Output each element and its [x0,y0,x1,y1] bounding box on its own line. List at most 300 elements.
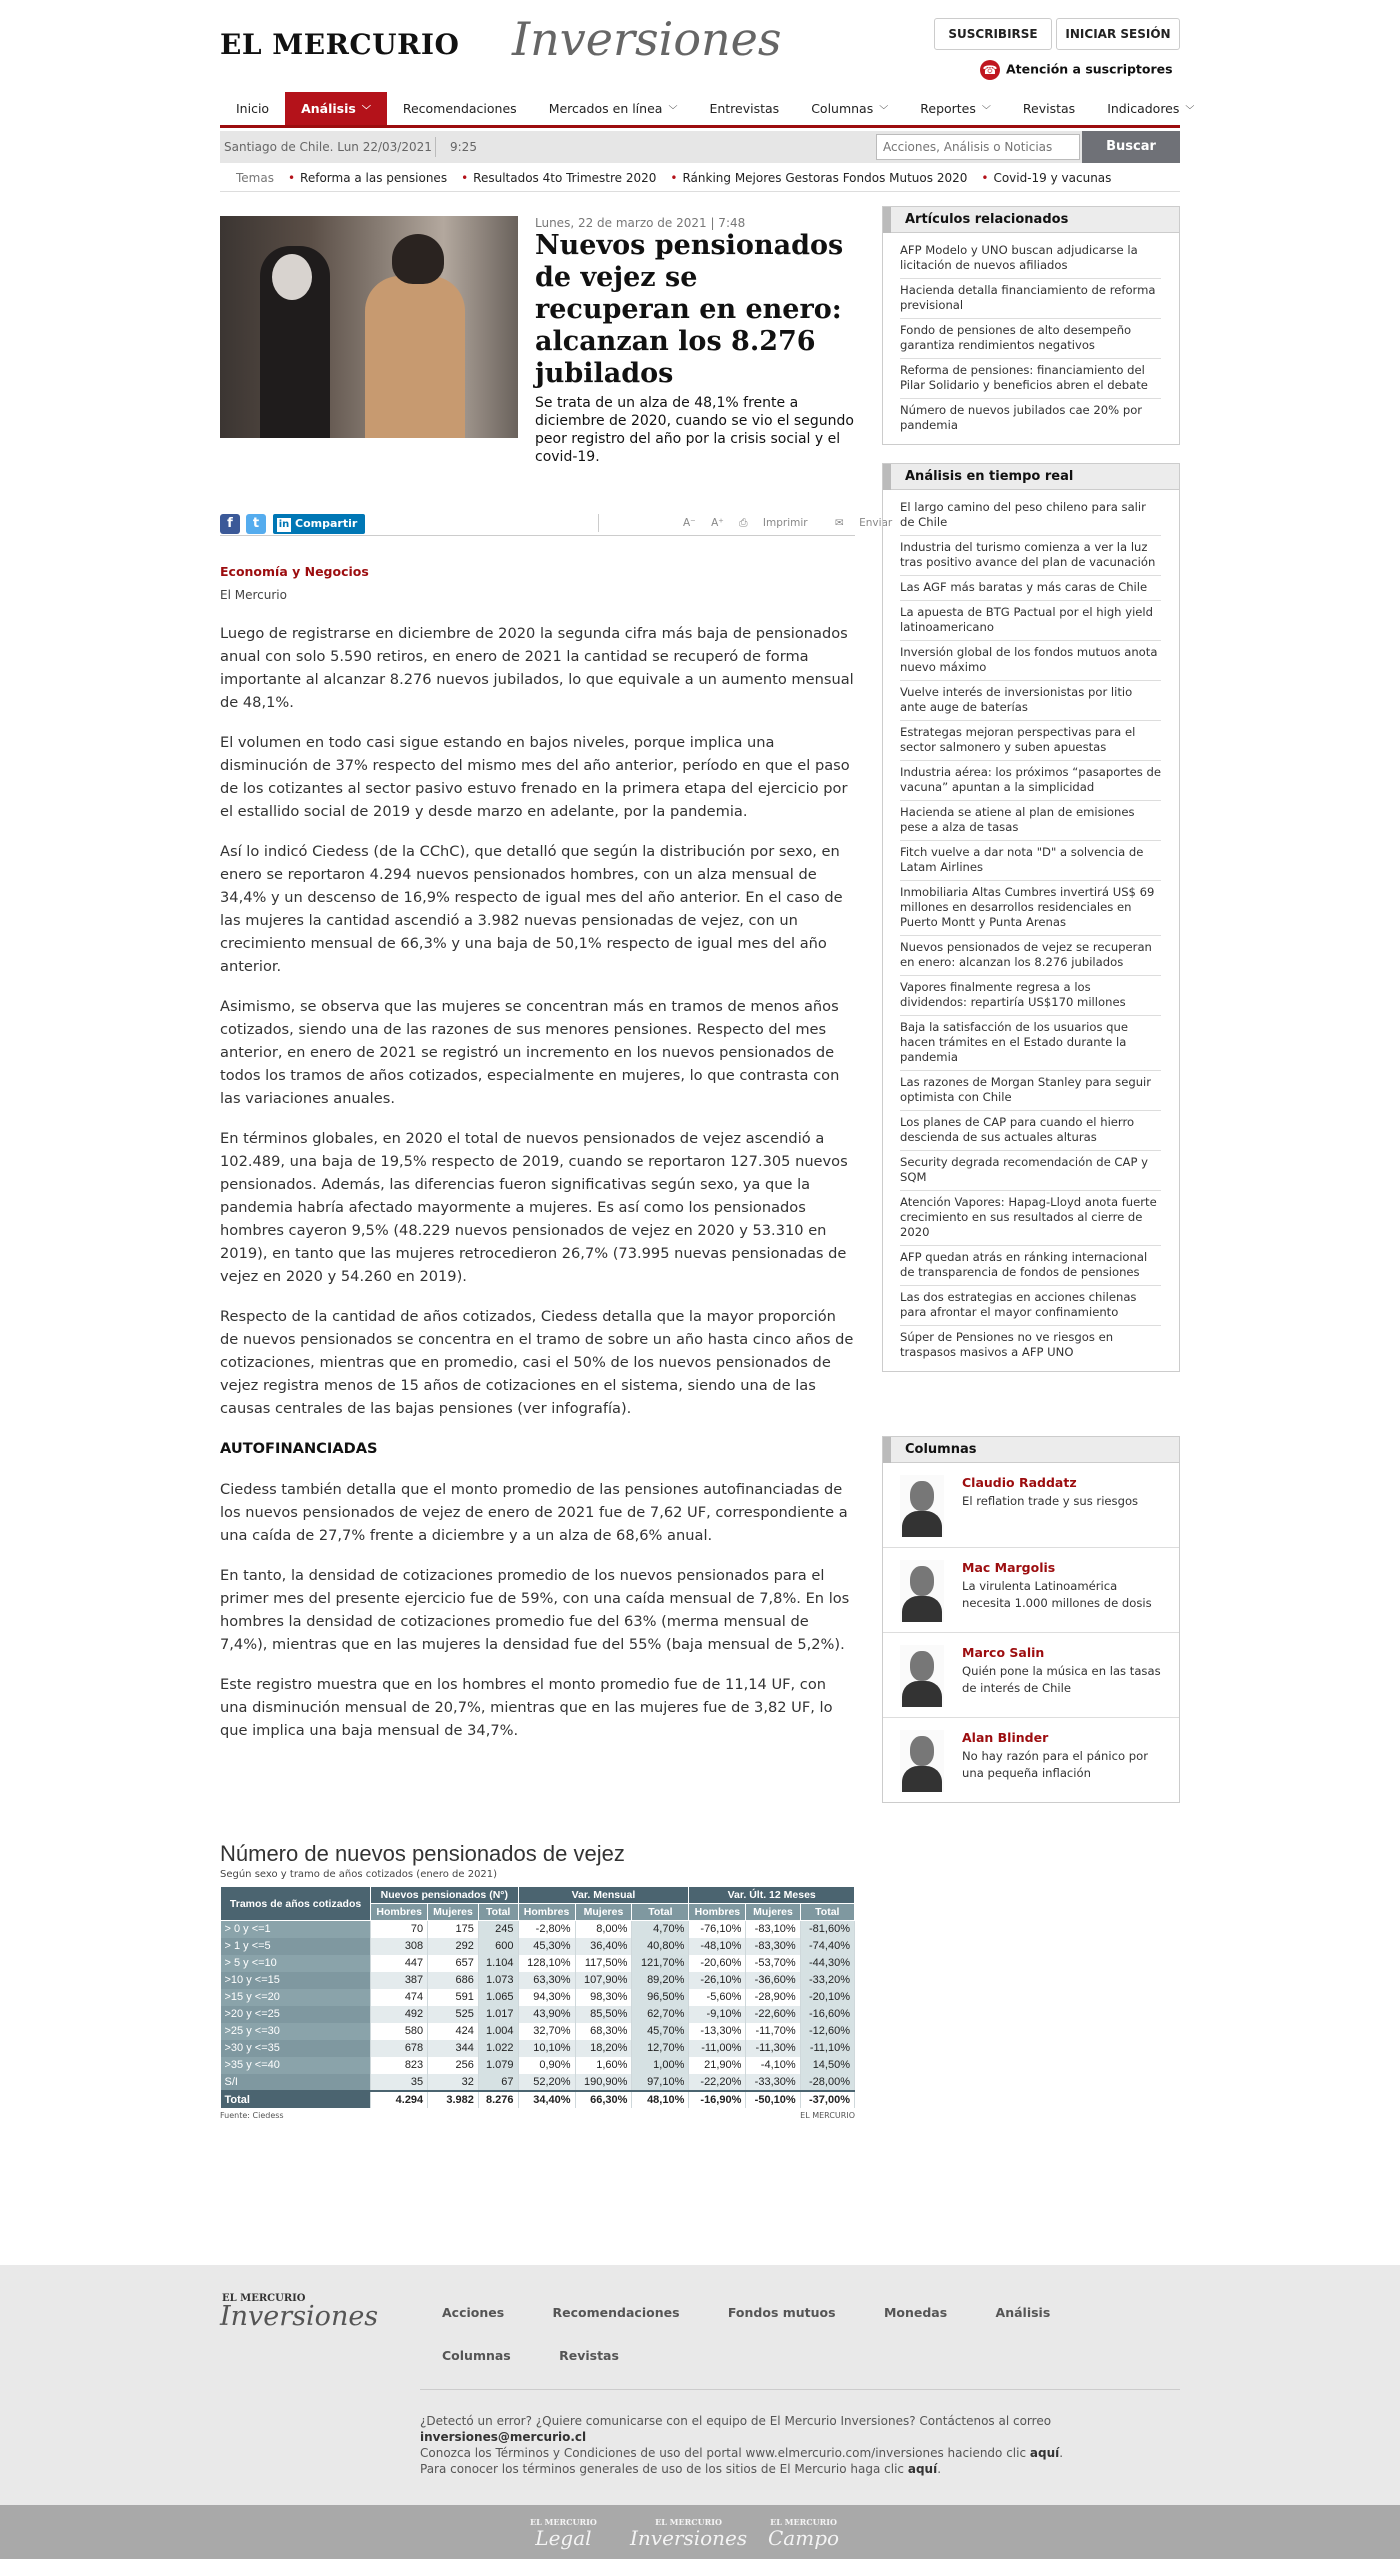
column-headline[interactable]: El reflation trade y sus riesgos [962,1494,1139,1508]
table-cell: 43,90% [518,2006,575,2023]
columns-box [882,1436,1180,1803]
table-cell: 10,10% [518,2040,575,2057]
realtime-analysis-box [882,463,1180,1372]
article-paragraph: El volumen en todo casi sigue estando en bajos niveles, porque implica una disminución de 37% respecto del mismo mes del año anterior, período en que el paso de los cotizantes al sector pasivo estuvo frenado en la primera etapa del ejercicio por el estallido social de 2019 y desde marzo en adelante, por la pandemia. [220,734,850,820]
realtime-analysis-list [883,490,1179,1371]
footer-email-link[interactable]: inversiones@mercurio.cl [420,2430,587,2444]
footer-link[interactable]: Recomendaciones [552,2305,680,2320]
table-row [221,1955,855,1972]
sidebar-article-link[interactable]: Fitch vuelve a dar nota "D" a solvencia de Latam Airlines [900,841,1161,881]
terms-link[interactable]: aquí [1029,2446,1060,2460]
table-cell: -12,60% [800,2023,854,2040]
brand-name: Campo [768,2526,840,2550]
footer-note: Conozca los Términos y Condiciones de uso del portal www.elmercurio.com/inversiones haciendo clic [420,2446,1027,2460]
nav-label: Mercados en línea [548,101,663,116]
send-label: Enviar [859,517,893,529]
columns-list [883,1463,1179,1802]
brand-legal-link[interactable] [530,2517,597,2549]
table-cell: Total [221,2091,371,2108]
table-cell: -2,80% [518,1921,575,1938]
photo-person-head [272,254,312,300]
table-cell: -20,10% [800,1989,854,2006]
table-cell: -20,60% [689,1955,746,1972]
footer-link[interactable]: Acciones [442,2305,505,2320]
table-row [221,2091,855,2108]
infographic-footer [220,2111,855,2120]
nav-label: Recomendaciones [402,101,517,116]
sidebar-article-link[interactable]: Estrategas mejoran perspectivas para el sector salmonero y suben apuestas [900,721,1161,761]
table-row [221,2074,855,2091]
sidebar-article-link[interactable]: Fondo de pensiones de alto desempeño garantiza rendimientos negativos [900,319,1161,359]
table-subheader: Hombres [518,1904,575,1921]
table-cell: -33,20% [800,1972,854,1989]
article-paragraph: Luego de registrarse en diciembre de 2020 la segunda cifra más baja de pensionados anual con solo 5.590 retiros, en enero de 2021 la cantidad se recuperó de forma importante al alcanzar 8.276 nuevos jubilados, lo que equivale a un aumento mensual de 48,1%. [220,625,854,711]
table-subheader: Total [632,1904,689,1921]
table-cell: 97,10% [632,2074,689,2091]
table-cell: 32 [428,2074,479,2091]
nav-item-entrevistas[interactable] [693,92,795,125]
columnist-name[interactable]: Marco Salin [962,1645,1045,1660]
table-cell: -28,00% [800,2074,854,2091]
table-cell: 14,50% [800,2057,854,2074]
table-cell: -4,10% [746,2057,800,2074]
photo-person [365,276,465,438]
table-cell: 4.294 [371,2091,428,2108]
nav-label: Indicadores [1107,101,1180,116]
nav-item-recomendaciones[interactable] [387,92,533,125]
twitter-share-icon[interactable]: t [246,514,266,534]
table-cell: 48,10% [632,2091,689,2108]
nav-item-indicadores[interactable] [1091,92,1210,125]
table-row [221,1989,855,2006]
brand-name: Legal [535,2526,592,2550]
article-paragraph: Este registro muestra que en los hombres el monto promedio fue de 11,14 UF, con una disminución mensual de 20,7%, mientras que en las mujeres fue de 3,82 UF, lo que implica una baja mensual de 34,7%. [220,1676,833,1739]
sidebar-article-link[interactable]: Hacienda detalla financiamiento de reforma previsional [900,279,1161,319]
table-cell: -74,40% [800,1938,854,1955]
columnist-name[interactable]: Claudio Raddatz [962,1475,1077,1490]
table-cell: >25 y <=30 [221,2023,371,2040]
table-cell: 1.065 [478,1989,518,2006]
table-cell: 1.017 [478,2006,518,2023]
table-cell: 1,60% [575,2057,632,2074]
sidebar-article-link[interactable]: Security degrada recomendación de CAP y SQM [900,1151,1161,1191]
column-headline[interactable]: La virulenta Latinoamérica necesita 1.000 millones de dosis [962,1579,1152,1610]
sidebar-article-link[interactable]: Industria del turismo comienza a ver la luz tras positivo avance del plan de vacunación [900,536,1161,576]
column-headline[interactable]: Quién pone la música en las tasas de interés de Chile [962,1664,1161,1695]
footer-logo-small: EL MERCURIO [222,2293,306,2304]
location-date: Santiago de Chile. Lun 22/03/2021 [224,140,432,154]
table-row [221,2057,855,2074]
column-item[interactable] [883,1463,1179,1548]
table-cell: 492 [371,2006,428,2023]
chevron-down-icon: ﹀ [981,106,991,116]
table-row [221,2023,855,2040]
article-body [220,622,855,1759]
article-photo [220,216,518,438]
el-mercurio-logo[interactable]: EL MERCURIO [220,28,460,61]
table-cell: 68,30% [575,2023,632,2040]
article-paragraph: En términos globales, en 2020 el total de nuevos pensionados de vejez ascendió a 102.489, una baja de 19,5% respecto de 2019, cuando se reportaron 127.305 nuevos pensionados. Además, las diferencias fueron significativas según sexo, ya que la pandemia habría afectado mayormente a mujeres. Es así como los pensionados hombres cayeron 9,5% (48.229 nuevos pensionados de vejez en 2020 y 53.310 en 2019), en tanto que las mujeres retrocedieron 26,7% (73.995 nuevas pensionadas de vejez en 2020 y 54.260 en 2019). [220,1130,848,1285]
current-time: 9:25 [450,140,477,154]
table-header: Var. Mensual [518,1887,689,1904]
table-cell: 128,10% [518,1955,575,1972]
article-subhead: AUTOFINANCIADAS [220,1440,378,1457]
table-cell: -11,70% [746,2023,800,2040]
table-cell: > 1 y <=5 [221,1938,371,1955]
columns-title: Columnas [883,1437,1179,1463]
infographic-source: Fuente: Ciedess [220,2110,284,2120]
facebook-share-icon[interactable]: f [220,514,240,534]
sidebar-article-link[interactable]: Vapores finalmente regresa a los dividendos: repartiría US$170 millones [900,976,1161,1016]
table-cell: 387 [371,1972,428,1989]
brand-small: EL MERCURIO [530,2517,597,2527]
table-cell: -9,10% [689,2006,746,2023]
table-cell: 600 [478,1938,518,1955]
table-cell: -50,10% [746,2091,800,2108]
column-item[interactable] [883,1633,1179,1718]
table-cell: -16,60% [800,2006,854,2023]
site-header [220,0,1180,90]
subscriber-support-label: Atención a suscriptores [1006,61,1173,77]
nav-label: Reportes [920,101,976,116]
table-cell: 678 [371,2040,428,2057]
brand-campo-link[interactable] [768,2517,839,2549]
site-footer [0,2265,1400,2550]
font-increase-button[interactable]: A⁺ [711,517,724,529]
columnist-name[interactable]: Alan Blinder [962,1730,1049,1745]
subscribe-button[interactable]: SUSCRIBIRSE [934,18,1052,50]
article-paragraph: Ciedess también detalla que el monto promedio de las pensiones autofinanciadas de los nuevos pensionados de vejez de enero de 2021 fue de 7,62 UF, correspondiente a una caída de 27,7% frente a diciembre y a un alza de 68,6% anual. [220,1481,848,1544]
print-button[interactable] [739,517,819,529]
divider [598,514,599,532]
phone-icon: ☎ [980,60,1000,80]
column-headline[interactable]: No hay razón para el pánico por una pequeña inflación [962,1749,1148,1780]
columnist-avatar [900,1560,944,1622]
table-cell: 107,90% [575,1972,632,1989]
sidebar-article-link[interactable]: Inmobiliaria Altas Cumbres invertirá US$ 69 millones en desarrollos residenciales en Puerto Montt y Punta Arenas [900,881,1161,936]
table-cell: -11,00% [689,2040,746,2057]
printer-icon: ⎙ [739,517,751,529]
article-paragraph: Así lo indicó Ciedess (de la CChC), que detalló que según la distribución por sexo, en enero se reportaron 4.294 nuevos pensionados hombres, con un alza mensual de 34,4% y un descenso de 16,9% respecto de igual mes del año anterior. En el caso de las mujeres la cantidad ascendió a 3.982 nuevas pensionadas de vejez, con un crecimiento mensual de 66,3% y una baja de 50,1% respecto de igual mes del año anterior. [220,843,843,975]
topic-link[interactable]: • Ránking Mejores Gestoras Fondos Mutuos 2020 [670,171,967,185]
table-cell: 256 [428,2057,479,2074]
table-cell: 89,20% [632,1972,689,1989]
table-subheader: Mujeres [428,1904,479,1921]
infographic [220,1841,855,2171]
table-cell: 32,70% [518,2023,575,2040]
table-cell: 1.022 [478,2040,518,2057]
login-button[interactable]: INICIAR SESIÓN [1056,18,1180,50]
table-cell: > 0 y <=1 [221,1921,371,1938]
table-cell: -5,60% [689,1989,746,2006]
related-articles-box [882,206,1180,445]
table-cell: 245 [478,1921,518,1938]
table-cell: 4,70% [632,1921,689,1938]
nav-label: Revistas [1022,101,1076,116]
inversiones-logo[interactable]: Inversiones [512,12,782,66]
topics-label: Temas [236,170,274,185]
table-cell: 121,70% [632,1955,689,1972]
chevron-down-icon: ﹀ [1185,106,1195,116]
table-cell: 424 [428,2023,479,2040]
footer-note: ¿Detectó un error? ¿Quiere comunicarse con el equipo de El Mercurio Inversiones? Contáctenos al correo [420,2414,1052,2428]
sidebar-article-link[interactable]: Hacienda se atiene al plan de emisiones pese a alza de tasas [900,801,1161,841]
table-cell: -44,30% [800,1955,854,1972]
table-cell: 1.079 [478,2057,518,2074]
sidebar-article-link[interactable]: Los planes de CAP para cuando el hierro descienda de sus actuales alturas [900,1111,1161,1151]
general-terms-link[interactable]: aquí [907,2462,938,2476]
divider [420,2389,1180,2390]
footer-link[interactable]: Monedas [883,2305,948,2320]
table-cell: >30 y <=35 [221,2040,371,2057]
topic-link[interactable]: • Covid-19 y vacunas [981,171,1111,185]
sidebar-article-link[interactable]: Las dos estrategias en acciones chilenas para afrontar el mayor confinamiento [900,1286,1161,1326]
table-cell: 0,90% [518,2057,575,2074]
table-cell: 67 [478,2074,518,2091]
columnist-avatar [900,1475,944,1537]
table-cell: 117,50% [575,1955,632,1972]
table-cell: 40,80% [632,1938,689,1955]
table-cell: -26,10% [689,1972,746,1989]
article-title: Nuevos pensionados de vejez se recuperan en enero: alcanzan los 8.276 jubilados [535,230,844,389]
table-cell: -11,30% [746,2040,800,2057]
table-cell: 190,90% [575,2074,632,2091]
table-row [221,1921,855,1938]
table-cell: 66,30% [575,2091,632,2108]
search-button[interactable]: Buscar [1082,131,1180,163]
table-cell: 474 [371,1989,428,2006]
table-cell: >15 y <=20 [221,1989,371,2006]
table-cell: 344 [428,2040,479,2057]
table-cell: 85,50% [575,2006,632,2023]
footer-logo[interactable]: Inversiones [220,2301,379,2332]
columnist-avatar [900,1645,944,1707]
table-cell: -16,90% [689,2091,746,2108]
table-row [221,2006,855,2023]
table-cell: 1.104 [478,1955,518,1972]
table-header: Tramos de años cotizados [221,1887,371,1921]
table-cell: S/I [221,2074,371,2091]
topics-bar [220,164,1180,192]
column-item[interactable] [883,1718,1179,1802]
table-cell: 34,40% [518,2091,575,2108]
article-lead: Se trata de un alza de 48,1% frente a diciembre de 2020, cuando se vio el segundo peor registro del año por la crisis social y el covid-19. [535,395,854,465]
table-header: Nuevos pensionados (N°) [371,1887,518,1904]
sidebar-article-link[interactable]: Reforma de pensiones: financiamiento del Pilar Solidario y beneficios abren el debate [900,359,1161,399]
related-articles-title: Artículos relacionados [883,207,1179,233]
brands-bar [0,2505,1400,2559]
article-paragraph: Respecto de la cantidad de años cotizados, Ciedess detalla que la mayor proporción de nuevos pensionados se concentra en el tramo de sobre un año hasta cinco años de cotizaciones, mientras que en promedio, casi el 50% de los nuevos pensionados de vejez registra menos de 15 años de cotizaciones en el sistema, siendo una de las causas centrales de las bajas pensiones (ver infografía). [220,1308,854,1417]
footer-links [442,2305,1142,2391]
sidebar-article-link[interactable]: Industria aérea: los próximos “pasaportes de vacuna” apuntan a la simplicidad [900,761,1161,801]
table-cell: -11,10% [800,2040,854,2057]
table-cell: 45,70% [632,2023,689,2040]
table-subheader: Mujeres [746,1904,800,1921]
sidebar-article-link[interactable]: Vuelve interés de inversionistas por litio ante auge de baterías [900,681,1161,721]
article-paragraph: Asimismo, se observa que las mujeres se concentran más en tramos de menos años cotizados, siendo una de las razones de sus menores pensiones. Respecto del mes anterior, en enero de 2021 se registró un incremento en los nuevos pensionados de todos los tramos de años cotizados, especialmente en mujeres, lo que contrasta con las variaciones anuales. [220,998,840,1107]
table-cell: 94,30% [518,1989,575,2006]
print-label: Imprimir [762,517,808,529]
article-date: Lunes, 22 de marzo de 2021 | 7:48 [535,216,746,230]
footer-notes: ¿Detectó un error? ¿Quiere comunicarse con el equipo de El Mercurio Inversiones? Contáctenos al correo inversiones@mercurio.cl Conozca los Términos y Condiciones de uso del portal www.elmercurio.com/inversiones haciendo clic aquí. Para conocer los términos generales de uso de los sitios de El Mercurio haga clic aquí. [420,2414,1064,2476]
table-subheader: Mujeres [575,1904,632,1921]
footer-note: Para conocer los términos generales de uso de los sitios de El Mercurio haga clic [420,2462,905,2476]
table-cell: 98,30% [575,1989,632,2006]
table-cell: -81,60% [800,1921,854,1938]
footer-link[interactable]: Columnas [442,2348,511,2363]
linkedin-share-button[interactable] [273,514,365,534]
table-cell: 8,00% [575,1921,632,1938]
chevron-down-icon: ﹀ [879,106,889,116]
avatar-body [902,1596,942,1622]
table-cell: 36,40% [575,1938,632,1955]
sidebar-article-link[interactable]: Las razones de Morgan Stanley para seguir optimista con Chile [900,1071,1161,1111]
nav-item-reportes[interactable] [904,92,1007,125]
divider [435,137,436,157]
sidebar-article-link[interactable]: Atención Vapores: Hapag-Lloyd anota fuerte crecimiento en sus resultados al cierre de 2020 [900,1191,1161,1246]
table-cell: 308 [371,1938,428,1955]
table-subheader: Hombres [689,1904,746,1921]
sidebar-article-link[interactable]: Baja la satisfacción de los usuarios que hacen trámites en el Estado durante la pandemia [900,1016,1161,1071]
table-cell: -83,30% [746,1938,800,1955]
nav-item-mercados[interactable] [533,92,694,125]
sidebar-article-link[interactable]: Las AGF más baratas y más caras de Chile [900,576,1161,601]
nav-label: Inicio [236,101,270,116]
table-cell: -48,10% [689,1938,746,1955]
table-cell: 96,50% [632,1989,689,2006]
footer-link[interactable]: Fondos mutuos [727,2305,836,2320]
table-cell: 1,00% [632,2057,689,2074]
avatar-head [910,1566,934,1596]
brand-inversiones-link[interactable] [630,2517,747,2549]
infographic-title: Número de nuevos pensionados de vejez [220,1841,625,1866]
sidebar-article-link[interactable]: Súper de Pensiones no ve riesgos en traspasos masivos a AFP UNO [900,1330,1114,1359]
table-cell: 292 [428,1938,479,1955]
table-cell: -22,20% [689,2074,746,2091]
table-cell: 580 [371,2023,428,2040]
table-cell: 62,70% [632,2006,689,2023]
sidebar-article-link[interactable]: Inversión global de los fondos mutuos anota nuevo máximo [900,641,1161,681]
table-cell: 175 [428,1921,479,1938]
table-cell: -22,60% [746,2006,800,2023]
subscriber-support-link[interactable] [980,60,1173,80]
table-cell: 1.073 [478,1972,518,1989]
table-cell: -13,30% [689,2023,746,2040]
table-cell: 823 [371,2057,428,2074]
nav-item-revistas[interactable] [1007,92,1091,125]
table-cell: >20 y <=25 [221,2006,371,2023]
infographic-credit: EL MERCURIO [800,2110,855,2120]
sidebar-article-link[interactable]: Número de nuevos jubilados cae 20% por pandemia [900,403,1143,432]
sidebar-article-link[interactable]: La apuesta de BTG Pactual por el high yield latinoamericano [900,601,1161,641]
table-cell: 12,70% [632,2040,689,2057]
linkedin-icon: in [278,519,290,530]
avatar-head [910,1651,934,1681]
table-header: Var. Últ. 12 Meses [689,1887,855,1904]
brand-small: EL MERCURIO [655,2517,722,2527]
avatar-body [902,1511,942,1537]
nav-item-columnas[interactable] [795,92,904,125]
brand-name: Inversiones [630,2526,748,2550]
realtime-analysis-title: Análisis en tiempo real [883,464,1179,490]
nav-label: Análisis [301,101,356,116]
table-cell: -83,10% [746,1921,800,1938]
table-subheader: Total [800,1904,854,1921]
infographic-subtitle: Según sexo y tramo de años cotizados (enero de 2021) [220,1869,498,1880]
table-cell: -37,00% [800,2091,854,2108]
table-cell: 591 [428,1989,479,2006]
table-cell: 35 [371,2074,428,2091]
article-paragraph: En tanto, la densidad de cotizaciones promedio de los nuevos pensionados para el primer mes del presente ejercicio fue de 59%, con una caída mensual de 7,8%. En los hombres la densidad de cotizaciones promedio fue del 63% (merma mensual de 7,4%), mientras que en las mujeres la densidad fue del 55% (baja mensual de 5,2%). [220,1567,850,1653]
sidebar-article-link[interactable]: El largo camino del peso chileno para salir de Chile [900,496,1161,536]
avatar-body [902,1681,942,1707]
table-row [221,2040,855,2057]
topic-link[interactable]: • Reforma a las pensiones [288,171,447,185]
table-cell: 21,90% [689,2057,746,2074]
table-subheader: Hombres [371,1904,428,1921]
sidebar-article-link[interactable]: Nuevos pensionados de vejez se recuperan en enero: alcanzan los 8.276 jubilados [900,936,1161,976]
columnist-avatar [900,1730,944,1792]
related-articles-list [883,233,1179,444]
table-cell: 70 [371,1921,428,1938]
table-cell: -76,10% [689,1921,746,1938]
column-item[interactable] [883,1548,1179,1633]
nav-item-analisis[interactable] [285,92,387,125]
table-cell: >10 y <=15 [221,1972,371,1989]
nav-label: Entrevistas [709,101,780,116]
share-label: Compartir [295,517,358,530]
table-cell: > 5 y <=10 [221,1955,371,1972]
table-cell: >35 y <=40 [221,2057,371,2074]
sidebar-article-link[interactable]: AFP Modelo y UNO buscan adjudicarse la licitación de nuevos afiliados [900,239,1161,279]
table-cell: 63,30% [518,1972,575,1989]
avatar-head [910,1481,934,1511]
nav-label: Columnas [811,101,874,116]
search-input[interactable] [876,134,1080,160]
table-cell: -28,90% [746,1989,800,2006]
table-row [221,1972,855,1989]
avatar-body [902,1766,942,1792]
table-cell: 52,20% [518,2074,575,2091]
table-cell: 1.004 [478,2023,518,2040]
footer-link[interactable]: Análisis [995,2305,1051,2320]
sidebar-article-link[interactable]: AFP quedan atrás en ránking internacional de transparencia de fondos de pensiones [900,1246,1161,1286]
table-cell: 525 [428,2006,479,2023]
envelope-icon: ✉ [834,517,848,529]
table-cell: -33,30% [746,2074,800,2091]
table-cell: 18,20% [575,2040,632,2057]
photo-person-head [392,234,444,284]
chevron-down-icon: ﹀ [668,106,678,116]
footer-link[interactable]: Revistas [559,2348,619,2363]
table-cell: 686 [428,1972,479,1989]
article-section[interactable]: Economía y Negocios [220,564,369,579]
table-cell: 657 [428,1955,479,1972]
table-cell: -36,60% [746,1972,800,1989]
font-decrease-button[interactable]: A⁻ [683,517,696,529]
topic-link[interactable]: • Resultados 4to Trimestre 2020 [461,171,656,185]
avatar-head [910,1736,934,1766]
columnist-name[interactable]: Mac Margolis [962,1560,1056,1575]
nav-item-inicio[interactable] [220,92,285,125]
share-toolbar [220,506,893,536]
table-subheader: Total [478,1904,518,1921]
table-cell: 8.276 [478,2091,518,2108]
main-nav [220,92,1195,128]
infographic-table [220,1886,855,2108]
table-cell: 45,30% [518,1938,575,1955]
brand-small: EL MERCURIO [770,2517,837,2527]
